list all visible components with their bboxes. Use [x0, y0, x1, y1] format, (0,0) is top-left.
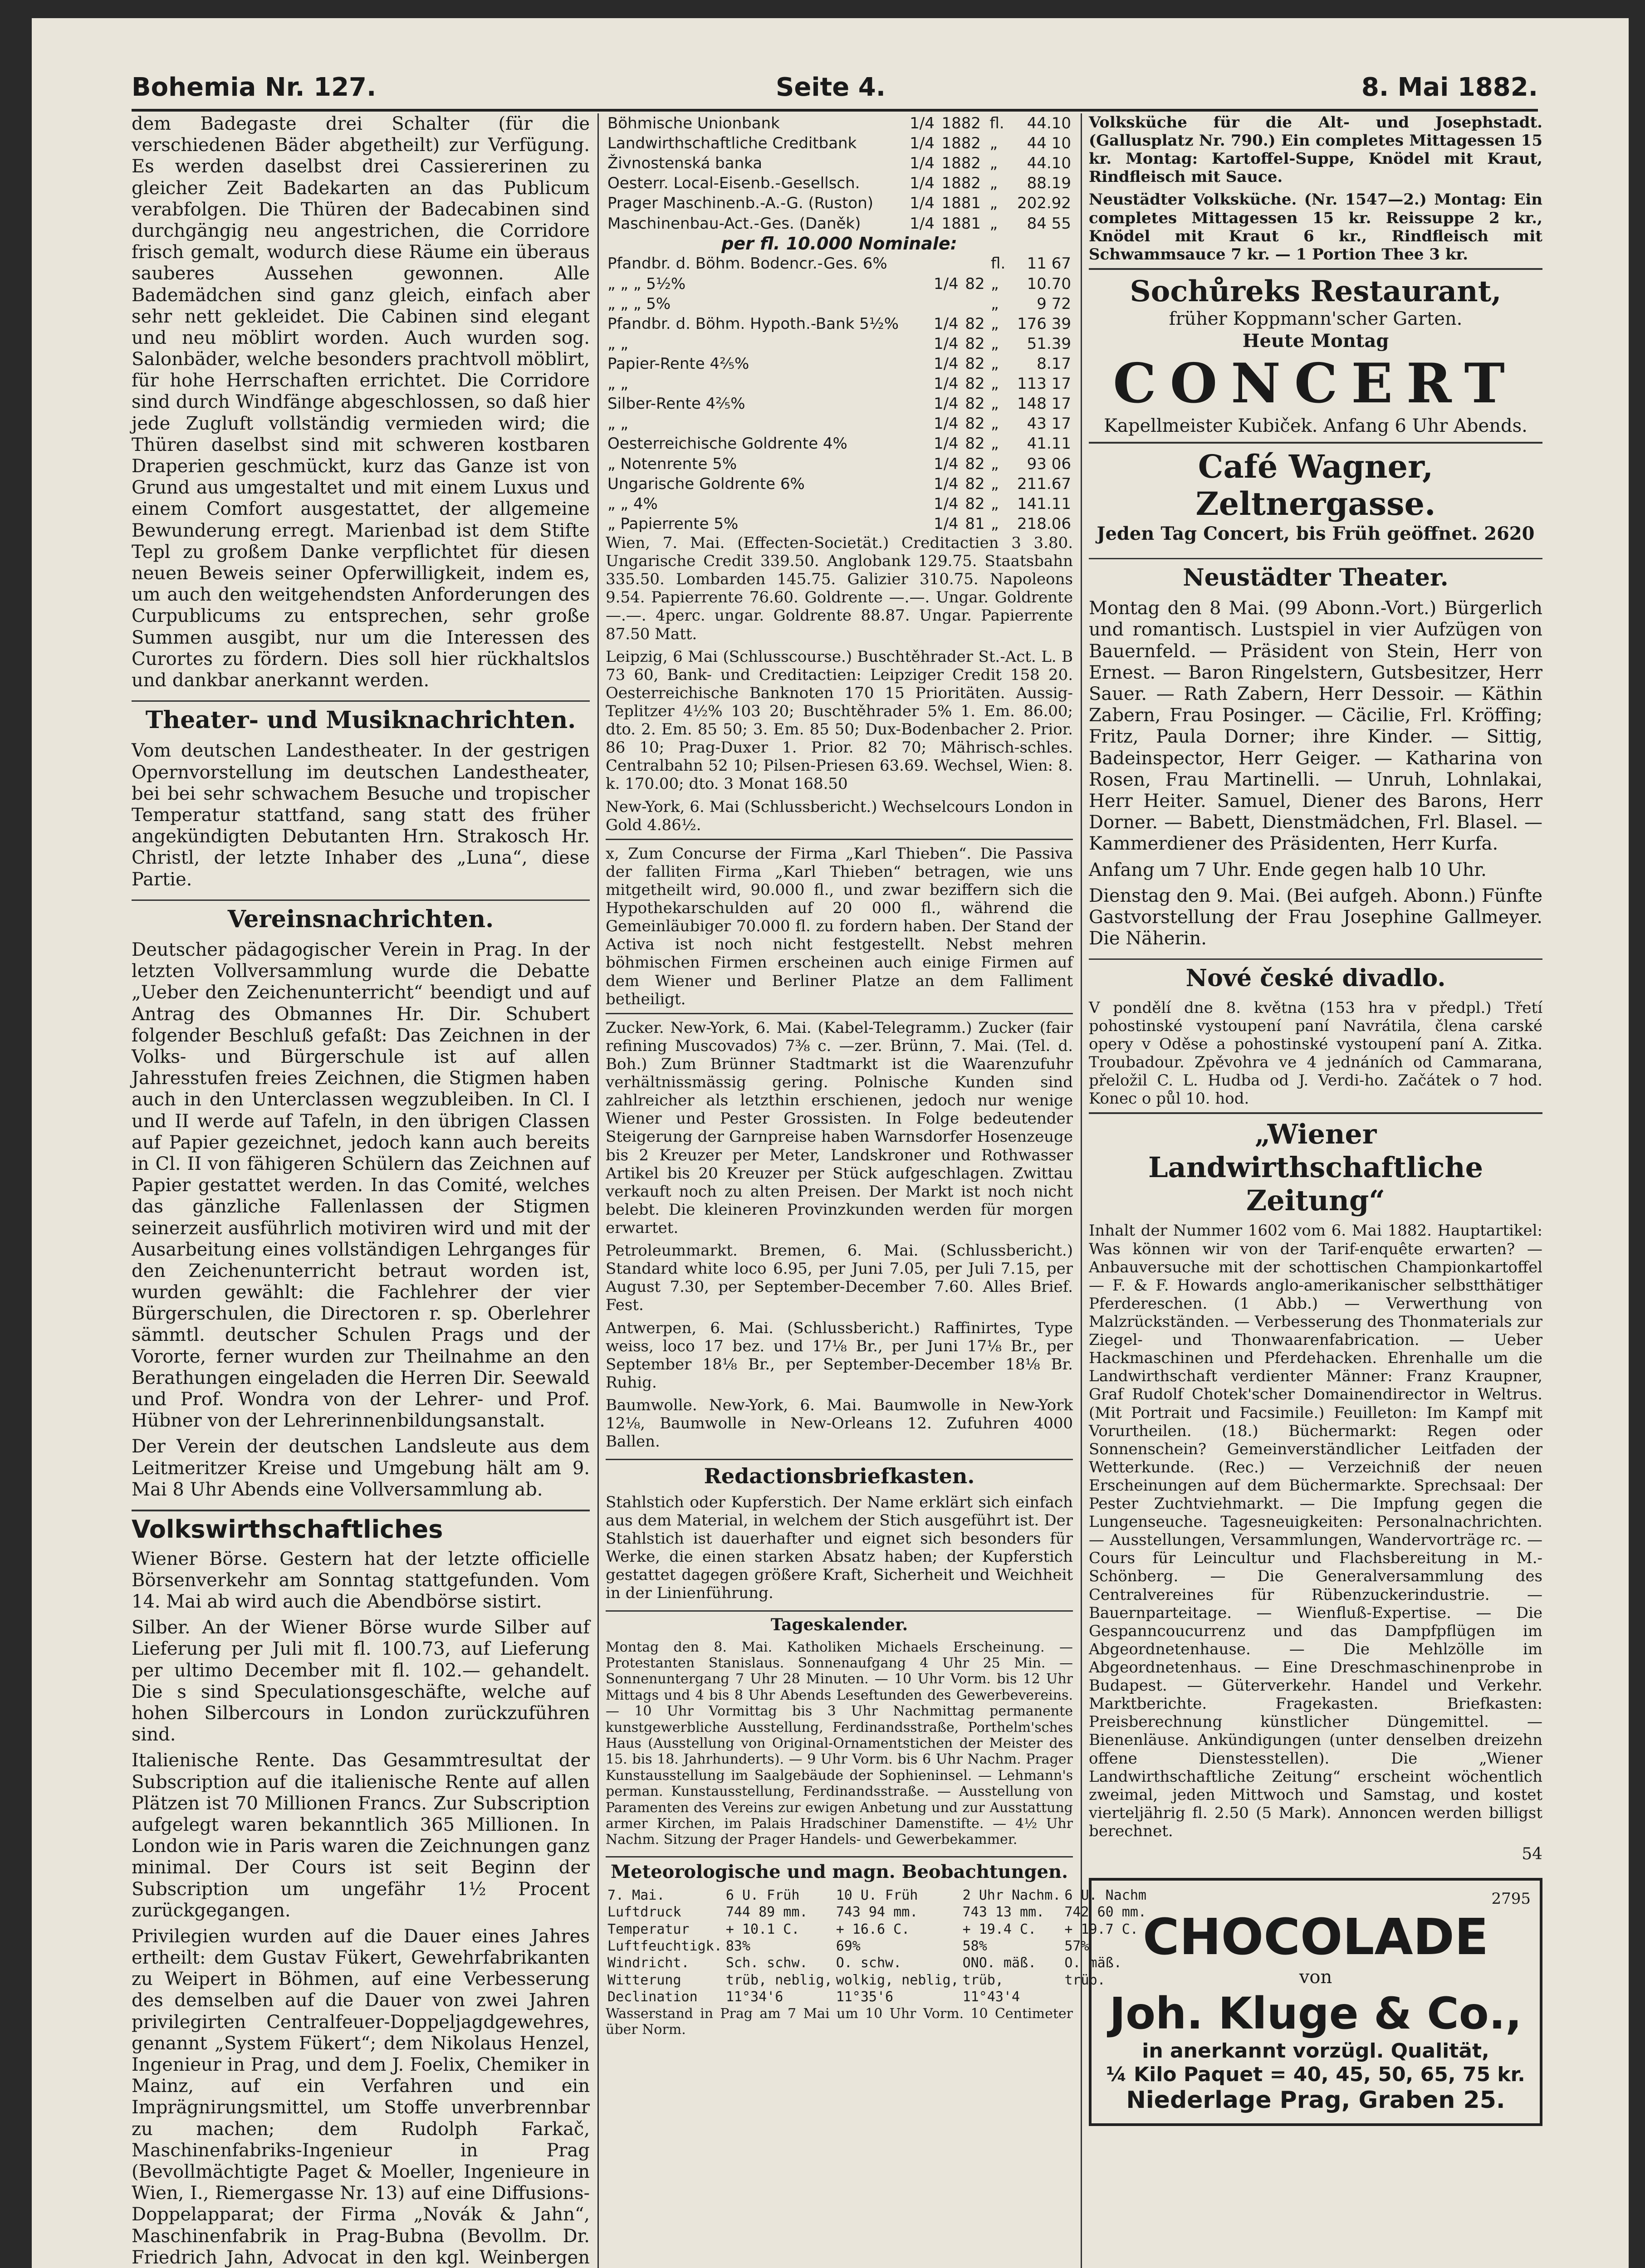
table-row — [606, 1938, 1148, 1955]
rate-year: 1882 — [941, 154, 981, 173]
table-row — [606, 113, 1073, 133]
rate-name: Prager Maschinenb.-A.-G. (Ruston) — [607, 194, 874, 213]
rate-fraction — [932, 294, 963, 314]
ad-cafe-wagner-line — [1089, 523, 1542, 544]
table-row — [606, 514, 1073, 534]
met-head: 7. Mai. — [607, 1887, 665, 1903]
rate-fraction: 1/4 — [933, 274, 959, 293]
rate-name: „ Papierrente 5% — [607, 514, 739, 533]
article-anfang: Anfang um 7 Uhr. Ende gegen halb 10 Uhr. — [1089, 859, 1487, 880]
table-row — [606, 314, 1073, 334]
rate-currency: „ — [991, 455, 999, 473]
rate-value: 43 17 — [1027, 415, 1071, 433]
rate-currency: „ — [991, 294, 999, 313]
table-row — [606, 394, 1073, 414]
ad-chocolade-price: ¼ Kilo Paquet = 40, 45, 50, 65, 75 kr. — [1106, 2063, 1525, 2086]
rate-fraction: 1/4 — [933, 334, 959, 353]
rate-name: „ „ — [607, 334, 629, 353]
met-head: 6 U. Nachm — [1064, 1887, 1146, 1903]
rate-fraction: 1/4 — [933, 375, 959, 393]
rate-name: Pfandbr. d. Böhm. Hypoth.-Bank 5½% — [607, 314, 899, 333]
masthead-right: 8. Mai 1882. — [1361, 73, 1538, 102]
rate-currency: „ — [989, 134, 998, 153]
table-row — [606, 193, 1073, 213]
met-cell: 69% — [836, 1938, 861, 1955]
rate-currency: „ — [989, 194, 998, 213]
article-rente: Italienische Rente. Das Gesammtresultat der Subscription auf die italienische Rente auf allen Plätzen ist 70 Millionen Francs. Zur Subscription aufgelegt waren bekanntlich 365 Millionen. In London wie in Paris waren die Zeichnungen ganz minimal. Der Cours ist seit Beginn der Subscription um ungefähr 1½ Procent zurückgegangen. — [132, 1750, 590, 1921]
table-row — [606, 1972, 1148, 1989]
met-cell: 83% — [725, 1938, 751, 1955]
rate-year: 82 — [965, 314, 985, 333]
rate-currency: „ — [991, 375, 999, 393]
met-cell: + 19.4 C. — [962, 1921, 1037, 1937]
ad-chocolade-von: von — [1299, 1966, 1332, 1988]
rate-name: Landwirthschaftliche Creditbank — [607, 134, 857, 153]
article-boerse: Wiener Börse. Gestern hat der letzte officielle Börsenverkehr am Sonntag stattgefunden. Vom 14. Mai ab wird auch die Abendbörse sistirt. — [132, 1548, 590, 1613]
met-cell: + 10.1 C. — [725, 1921, 800, 1937]
rate-fraction: 1/4 — [933, 314, 959, 333]
met-cell: 744 89 mm. — [725, 1904, 808, 1921]
met-cell: + 16.6 C. — [836, 1921, 910, 1937]
met-cell: 57% — [1064, 1938, 1089, 1955]
ad-chocolade — [1089, 1878, 1542, 2126]
article-antwerpen: Antwerpen, 6. Mai. (Schlussbericht.) Raffinirtes, Type weiss, loco 17 bez. und 17⅛ Br., per Juni 17⅛ Br., per September 18⅛ Br., per September-December 18⅛ Br. Ruhig. — [606, 1319, 1073, 1392]
rate-name: „ „ „ 5½% — [607, 274, 686, 293]
table-row — [606, 494, 1073, 514]
rate-currency: „ — [991, 355, 999, 373]
rate-fraction: 1/4 — [933, 514, 959, 533]
rate-year: 82 — [965, 355, 985, 373]
rate-value: 51.39 — [1027, 334, 1071, 353]
rate-value: 93 06 — [1027, 455, 1071, 473]
met-cell: 11°34'6 — [725, 1989, 783, 2005]
met-head: 6 U. Früh — [725, 1887, 800, 1903]
article-wien: Wien, 7. Mai. (Effecten-Societät.) Creditactien 3 3.80. Ungarische Credit 339.50. Anglobank 129.75. Staatsbahn 335.50. Lombarden 145.75. Galizier 310.75. Napoleons 9.54. Papierrente 76.60. Goldrente —.—. Ungar. Goldrente —.—. 4perc. ungar. Goldrente 88.87. Ungar. Papierrente 87.50 Matt. — [606, 534, 1073, 643]
rate-value: 218.06 — [1017, 514, 1071, 533]
table-row — [606, 354, 1073, 374]
rate-currency: fl. — [991, 254, 1006, 273]
table-row — [606, 474, 1073, 494]
rate-name: „ „ „ 5% — [607, 294, 671, 313]
lz-number: 54 — [1522, 1845, 1542, 1864]
newspaper-page — [32, 18, 1629, 2268]
heading-theater: Theater- und Musiknachrichten. — [132, 700, 590, 734]
met-cell: Temperatur — [607, 1921, 690, 1937]
masthead-center: Seite 4. — [776, 73, 886, 102]
rate-name: Maschinenbau-Act.-Ges. (Daněk) — [607, 214, 861, 233]
rate-value: 44 10 — [1027, 134, 1071, 153]
rate-value: 148 17 — [1017, 395, 1071, 413]
table-row — [606, 374, 1073, 394]
met-cell: Luftfeuchtigk. — [607, 1938, 722, 1955]
ad-lz-title-1: „Wiener — [1254, 1119, 1377, 1151]
article-leipzig: Leipzig, 6 Mai (Schlusscourse.) Buschtěhrader St.-Act. L. B 73 60, Bank- und Creditactien: Leipziger Credit 158 20. Oesterreichische Banknoten 170 15 Prioritäten. Aussig-Teplitzer 4½% 103 20; Buschtěhrader 5% 1. Em. 86.00; dto. 2. Em. 85 50; 3. Em. 85 50; Dux-Bodenbacher 2. Prior. 86 10; Prag-Duxer 1. Prior. 82 70; Mährisch-schles. Centralbahn 52 10; Pilsen-Priesen 63.69. Wechsel, Wien: 8. k. 170.00; dto. 3 Monat 168.50 — [606, 647, 1073, 793]
rate-currency: „ — [991, 395, 999, 413]
rate-year: 82 — [965, 435, 985, 453]
table-row — [606, 294, 1073, 314]
rate-year: 1882 — [941, 134, 981, 153]
rate-name: Silber-Rente 4⅖% — [607, 395, 745, 413]
met-cell: trüb. — [1064, 1972, 1106, 1988]
rate-value: 176 39 — [1017, 314, 1071, 333]
article-redaction: Stahlstich oder Kupferstich. Der Name erklärt sich einfach aus dem Material, in welchem der Stich ausgeführt ist. Der Stahlstich ist dauerhafter und eignet sich besonders für Werke, die einen starken Absatz haben; der Kupferstich gestattet dagegen größere Kraft, Sicherheit und Weichheit in der Linienführung. — [606, 1493, 1073, 1603]
met-cell: trüb, neblig, — [725, 1972, 832, 1988]
rate-fraction: 1/4 — [910, 194, 935, 213]
rate-year: 81 — [965, 514, 985, 533]
ad-lz-title-2: Landwirthschaftliche Zeitung“ — [1148, 1151, 1483, 1217]
table-row — [606, 214, 1073, 234]
rate-currency: „ — [991, 314, 999, 333]
rate-value: 11 67 — [1027, 254, 1071, 273]
rate-fraction: 1/4 — [933, 415, 959, 433]
rate-currency: „ — [989, 174, 998, 193]
rate-name: „ „ — [607, 415, 629, 433]
met-cell: O. mäß. — [1064, 1955, 1122, 1971]
rate-fraction: 1/4 — [933, 395, 959, 413]
rate-year: 82 — [965, 455, 985, 473]
rate-year: 82 — [965, 334, 985, 353]
met-head: 10 U. Früh — [836, 1887, 918, 1903]
rate-name: Böhmische Unionbank — [607, 114, 780, 132]
article-petroleum: Petroleummarkt. Bremen, 6. Mai. (Schlussbericht.) Standard white loco 6.95, per Juni 7.05, per Juli 7.15, per August 7.30, per September-December 7.60. Alles Brief. Fest. — [606, 1242, 1073, 1315]
rate-year: 1881 — [941, 214, 981, 233]
met-cell: Luftdruck — [607, 1904, 681, 1921]
rate-fraction: 1/4 — [933, 494, 959, 513]
rate-value: 9 72 — [1037, 294, 1071, 313]
ad-cafe-wagner-text: Jeden Tag Concert, bis Früh geöffnet. — [1097, 523, 1478, 544]
rate-currency: fl. — [989, 114, 1004, 132]
rate-value: 113 17 — [1017, 375, 1071, 393]
table-row — [606, 254, 1073, 274]
rate-currency: „ — [989, 154, 998, 173]
article-marienbad: dem Badegaste drei Schalter (für die verschiedenen Bäder abgetheilt) zur Verfügung. Es werden daselbst drei Cassiererinen zu gleicher Zeit Badekarten an das Publicum verabfolgen. Die Thüren der Badecabinen sind durchgängig neu angestrichen, die Corridore frisch gemalt, wodurch diese Räume ein überaus sauberes Aussehen gewonnen. Alle Bademädchen sind ganz gleich, einfach aber sehr nett gekleidet. Die Cabinen sind elegant und neu möblirt worden. Auch wurden sog. Salonbäder, welche besonders prachtvoll möblirt, für hohe Herrschaften errichtet. Die Corridore sind durch Windfänge abgeschlossen, so daß hier jede Zugluft vollständig vermieden wird; die Thüren daselbst sind mit schweren kostbaren Draperien geschmückt, kurz das Ganze ist von Grund aus umgestaltet und mit einem Luxus und einem Comfort ausgestattet, der allgemeine Bewunderung erregt. Marienbad ist dem Stifte Tepl zu großem Danke verpflichtet für diesen neuen Beweis seiner Opferwilligkeit, indem es, um auch den weitgehendsten Anforderungen des Curpublicums zu entsprechen, sehr große Summen ausgibt, nur um die Interessen des Curortes zu fördern. Dies soll hier rückhaltslos und dankbar anerkannt werden. — [132, 113, 590, 691]
met-cell: 743 94 mm. — [836, 1904, 918, 1921]
met-cell: 11°35'6 — [836, 1989, 894, 2005]
article-neustaedter-theater: Montag den 8 Mai. (99 Abonn.-Vort.) Bürgerlich und romantisch. Lustspiel in vier Aufzügen von Bauernfeld. — Präsident von Stein, Herr von Ernest. — Baron Ringelstern, Gutsbesitzer, Herr Sauer. — Rath Zabern, Herr Dessoir. — Käthin Zabern, Frau Posinger. — Cäcilie, Frl. Kröffing; Fritz, Paula Dorner; ihre Kinder. — Sittig, Badeinspector, Herr Geiger. — Katharina von Rosen, Frau Martinelli. — Unruh, Lohnlakai, Herr Heiter. Samuel, Diener des Barons, Herr Dorner. — Babett, Dienstmädchen, Frl. Blasel. — Kammerdiener des Präsidenten, Herr Kurfa. — [1089, 598, 1542, 855]
met-cell: Sch. schw. — [725, 1955, 808, 1971]
ad-cafe-wagner — [1089, 442, 1542, 549]
rate-name: Pfandbr. d. Böhm. Bodencr.-Ges. 6% — [607, 254, 887, 273]
rate-value: 44.10 — [1027, 114, 1071, 132]
rate-year: 82 — [965, 415, 985, 433]
rate-name: Ungarische Goldrente 6% — [607, 474, 805, 493]
table-row — [606, 1904, 1148, 1921]
heading-neustaedter-theater: Neustädter Theater. — [1089, 558, 1542, 591]
table-row — [606, 1921, 1148, 1938]
table-row — [606, 133, 1073, 153]
table-row — [606, 454, 1073, 474]
rate-value: 211.67 — [1017, 474, 1071, 493]
rate-fraction: 1/4 — [910, 214, 935, 233]
article-lz-inhalt: Inhalt der Nummer 1602 vom 6. Mai 1882. Hauptartikel: Was können wir von der Tarif-enquête erwarten? — Anbauversuche mit der schottischen Championkartoffel — F. & F. Howards anglo-amerikanischer selbstthätiger Pferdereschen. (1 Abb.) — Verwerthung von Malzrückständen. — Verbesserung des Thonmaterials zur Ziegel- und Thonwaarenfabrication. — Ueber Hackmaschinen und Pferdehacken. Ehrenhalle um die Landwirthschaft verdienter Männer: Franz Kraupner, Graf Rudolf Chotek'scher Domainendirector in Weltrus. (Mit Portrait und Facsimile.) Feuilleton: Im Kampf mit Vorurtheilen. (18.) Büchermarkt: Regen oder Sonnenschein? Gemeinverständlicher Leitfaden der Wetterkunde. (Rec.) — Verzeichniß der neuen Erscheinungen auf dem Büchermarkte. Sprechsaal: Der Pester Zuchtviehmarkt. — Die Impfung gegen die Lungenseuche. Tagesneuigkeiten: Personalnachrichten. — Ausstellungen, Versammlungen, Wandervorträge rc. — Cours für Leincultur und Flachsbereitung in M.-Schönberg. — Die Generalversammlung des Centralvereines für Rübenzuckerindustrie. — Bauernparteitage. — Wienfluß-Expertise. — Die Gespanncoucurrenz und das Dampfpflügen im Abgeordnetenhause. — Die Mehlzölle im Abgeordnetenhaus. — Eine Dreschmaschinenprobe in Budapest. — Güterverkehr. Handel und Verkehr. Marktberichte. Fragekasten. Briefkasten: Preisberechnung künstlicher Düngemittel. — Bienenläuse. Ankündigungen (unter denselben dreizehn offene Dienstesstellen). Die „Wiener Landwirthschaftliche Zeitung“ erscheint wöchentlich zweimal, jeden Mittwoch und Samstag, und kostet vierteljährig fl. 2.50 (5 Mark). Annoncen werden billigst berechnet. — [1089, 1222, 1542, 1841]
rate-value: 84 55 — [1027, 214, 1071, 233]
ad-cafe-wagner-num: 2620 — [1484, 523, 1535, 544]
article-verein-2: Der Verein der deutschen Landsleute aus dem Leitmeritzer Kreise und Umgebung hält am 9. Mai 8 Uhr Abends eine Vollversammlung ab. — [132, 1436, 590, 1500]
ad-chocolade-address: Niederlage Prag, Graben 25. — [1126, 2086, 1505, 2114]
met-cell: wolkig, neblig, — [836, 1972, 959, 1988]
table-row — [606, 274, 1073, 294]
rate-value: 202.92 — [1017, 194, 1071, 213]
heading-redaction: Redactionsbriefkasten. — [606, 1459, 1073, 1488]
notice-neustaedter-volkskueche: Neustädter Volksküche. (Nr. 1547—2.) Montag: Ein completes Mittagessen 15 kr. Reissuppe 2 kr., Knödel mit Kraut 6 kr., Rindfleisch mit Schwammsauce 7 kr. — 1 Portion Thee 3 kr. — [1089, 191, 1542, 264]
rate-fraction — [932, 254, 963, 274]
rate-fraction: 1/4 — [910, 174, 935, 193]
column-1 — [132, 113, 590, 2268]
rate-name: „ Notenrente 5% — [607, 455, 737, 473]
rate-fraction: 1/4 — [933, 455, 959, 473]
rate-name: Oesterreichische Goldrente 4% — [607, 435, 847, 453]
masthead — [132, 45, 1538, 112]
table-row — [606, 414, 1073, 434]
article-verein-1: Deutscher pädagogischer Verein in Prag. In der letzten Vollversammlung wurde die Debatte „Ueber den Zeichenunterricht“ beendigt und auf Antrag des Obmannes Hr. Dir. Schubert folgender Beschluß gefaßt: Das Zeichnen in der Volks- und Bürgerschule ist auf allen Jahresstufen freies Zeichnen, die Stigmen haben auch in den Unterclassen wegzubleiben. In Cl. I und II werde auf Tafeln, in den übrigen Classen auf Papier gezeichnet, jedoch kann auch bereits in Cl. II von fähigeren Schülern das Zeichnen auf Papier gestattet werden. In das Comité, welches das gänzliche Fallenlassen der Stigmen seinerzeit ausführlich motiviren wird und mit der Ausarbeitung eines vollständigen Lehrganges für den Zeichenunterricht betraut worden ist, wurden gewählt: die Fachlehrer der vier Bürgerschulen, die Directoren r. sp. Oberlehrer sämmtl. deutscher Schulen Prags und der Vororte, ferner wurden zur Theilnahme an den Berathungen eingeladen die Herren Dir. Seewald und Prof. Wondra von der Lehrer- und Prof. Hübner von der Lehrerinnenbildungsanstalt. — [132, 939, 590, 1432]
rate-year — [963, 254, 989, 274]
article-baumwolle: Baumwolle. New-York, 6. Mai. Baumwolle in New-York 12⅛, Baumwolle in New-Orleans 12. Zufuhren 4000 Ballen. — [606, 1396, 1073, 1451]
rate-value: 8.17 — [1037, 355, 1071, 373]
rate-currency: „ — [991, 274, 999, 293]
column-rule-1 — [597, 113, 599, 2268]
rates-table-2 — [606, 254, 1073, 534]
rate-currency: „ — [989, 214, 998, 233]
column-3 — [1089, 113, 1542, 2268]
rate-name: Oesterr. Local-Eisenb.-Gesellsch. — [607, 174, 860, 193]
ad-sochurek-sub: früher Koppmann'scher Garten. — [1169, 308, 1463, 330]
rate-year: 1881 — [941, 194, 981, 213]
table-row — [606, 153, 1073, 173]
table-row — [606, 173, 1073, 193]
rate-currency: „ — [991, 415, 999, 433]
rate-currency: „ — [991, 334, 999, 353]
met-head: 2 Uhr Nachm. — [962, 1887, 1061, 1903]
rate-currency: „ — [991, 494, 999, 513]
rate-currency: „ — [991, 435, 999, 453]
rate-value: 88.19 — [1027, 174, 1071, 193]
article-silber: Silber. An der Wiener Börse wurde Silber auf Lieferung per Juli mit fl. 100.73, auf Lieferung per ultimo December mit fl. 102.— gehandelt. Die s sind Speculationsgeschäfte, welche auf hohen Silbercours in London zurückzuführen sind. — [132, 1617, 590, 1745]
rate-year — [963, 294, 989, 314]
article-privilegien: Privilegien wurden auf die Dauer eines Jahres ertheilt: dem Gustav Fükert, Gewehrfabrikanten zu Weipert in Böhmen, auf eine Verbesserung des demselben auf die Dauer von zwei Jahren privilegirten Centralfeuer-Doppeljagdgewehres, genannt „System Fükert“; dem Nikolaus Henzel, Ingenieur in Prag, und dem J. Foelix, Chemiker in Mainz, auf ein Verfahren und ein Imprägnirungsmittel, um Stoffe unverbrennbar zu machen; dem Rudolph Farkač, Maschinenfabriks-Ingenieur in Prag (Bevollmächtigte Paget & Moeller, Ingenieure in Wien, I., Riemergasse Nr. 13) auf eine Diffusions-Doppelapparat; der Firma „Novák & Jahn“, Maschinenfabrik in Prag-Bubna (Bevollm. Dr. Friedrich Jahn, Advocat in den kgl. Weinbergen — [132, 1926, 590, 2268]
table-row — [606, 1955, 1148, 1971]
met-cell: 743 13 mm. — [962, 1904, 1045, 1921]
table-row — [606, 1887, 1148, 1904]
ad-chocolade-firm: Joh. Kluge & Co., — [1109, 1988, 1522, 2039]
rate-year: 82 — [965, 375, 985, 393]
rate-value: 141.11 — [1017, 494, 1071, 513]
met-cell: + 19.7 C. — [1064, 1921, 1138, 1937]
rate-name: „ „ — [607, 375, 629, 393]
article-tageskalender: Montag den 8. Mai. Katholiken Michaels Erscheinung. — Protestanten Stanislaus. Sonnenaufgang 4 Uhr 25 Min. — Sonnenuntergang 7 Uhr 28 Minuten. — 10 Uhr Vorm. bis 12 Uhr Mittags und 4 bis 8 Uhr Abends Leseftunden des Gewerbevereins. — 10 Uhr Vormittag bis 3 Uhr Nachmittag permanente kunstgewerbliche Ausstellung, Ferdinandsstraße, Porthelm'sches Haus (Ausstellung von Original-Ornamentstichen der Meister des 15. bis 18. Jahrhunderts). — 9 Uhr Vorm. bis 6 Uhr Nachm. Prager Kunstausstellung im Saalgebäude der Sophieninsel. — Lehmann's perman. Kunstausstellung, Ferdinandsstraße. — Ausstellung von Paramenten des Vereins zur ewigen Anbetung und zur Ausstattung armer Kirchen, im Palais Hradschiner Damenstifte. — 4½ Uhr Nachm. Sitzung der Prager Handels- und Gewerbekammer. — [606, 1639, 1073, 1848]
met-cell: 11°43'4 — [962, 1989, 1020, 2005]
met-cell: trüb, — [962, 1972, 1004, 1988]
table-row — [606, 434, 1073, 454]
heading-volkswirthschaft: Volkswirthschaftliches — [132, 1510, 590, 1544]
rate-year: 82 — [965, 395, 985, 413]
rate-year: 82 — [965, 474, 985, 493]
met-cell: Witterung — [607, 1972, 681, 1988]
heading-meteo: Meteorologische und magn. Beobachtungen. — [606, 1856, 1073, 1882]
rate-year: 1882 — [941, 114, 981, 132]
rate-currency: „ — [991, 514, 999, 533]
ad-chocolade-title: CHOCOLADE — [1142, 1907, 1489, 1966]
ad-sochurek-title: Sochůreks Restaurant, — [1130, 274, 1502, 308]
article-wasserstand: Wasserstand in Prag am 7 Mai um 10 Uhr Vorm. 10 Centimeter über Norm. — [606, 2005, 1073, 2038]
rate-year: 1882 — [941, 174, 981, 193]
met-cell: O. schw. — [836, 1955, 902, 1971]
notice-volkskueche: Volksküche für die Alt- und Josephstadt. (Gallusplatz Nr. 790.) Ein completes Mittagessen 15 kr. Montag: Kartoffel-Suppe, Knödel mit Kraut, Rindfleisch mit Sauce. — [1089, 113, 1542, 186]
met-cell: 58% — [962, 1938, 987, 1955]
ad-landwirthschaftliche-zeitung — [1089, 1112, 1542, 1222]
rate-name: Papier-Rente 4⅖% — [607, 355, 749, 373]
table-row — [606, 1989, 1148, 2005]
rate-fraction: 1/4 — [933, 435, 959, 453]
rates-table-1 — [606, 113, 1073, 234]
rate-fraction: 1/4 — [910, 154, 935, 173]
table-row — [606, 334, 1073, 354]
article-newyork: New-York, 6. Mai (Schlussbericht.) Wechselcours London in Gold 4.86½. — [606, 797, 1073, 834]
rate-fraction: 1/4 — [910, 134, 935, 153]
rate-value: 44.10 — [1027, 154, 1071, 173]
rate-currency: „ — [991, 474, 999, 493]
heading-tageskalender: Tageskalender. — [606, 1610, 1073, 1634]
rate-year: 82 — [965, 274, 985, 293]
rate-fraction: 1/4 — [933, 474, 959, 493]
article-dienstag: Dienstag den 9. Mai. (Bei aufgeh. Abonn.) Fünfte Gastvorstellung der Frau Josephine Gallmeyer. Die Näherin. — [1089, 885, 1542, 949]
ad-sochurek — [1089, 268, 1542, 442]
ad-chocolade-quality: in anerkannt vorzügl. Qualität, — [1142, 2039, 1489, 2063]
met-cell: Declination — [607, 1989, 698, 2005]
met-cell: Windricht. — [607, 1955, 690, 1971]
ad-chocolade-num: 2795 — [1491, 1889, 1531, 1908]
rate-fraction: 1/4 — [910, 114, 935, 132]
ad-sochurek-line: Kapellmeister Kubiček. Anfang 6 Uhr Abends. — [1104, 415, 1528, 437]
article-zucker: Zucker. New-York, 6. Mai. (Kabel-Telegramm.) Zucker (fair refining Muscovados) 7⅜ c. —zer. Brünn, 7. Mai. (Tel. d. Boh.) Zum Brünner Stadtmarkt ist die Waarenzufuhr verhältnissmässig gering. Polnische Kunden sind zahlreicher als letzthin erschienen, jedoch nur wenige Wiener und Pester Grossisten. In Folge bedeutender Steigerung der Garnpreise haben Warnsdorfer Hosenzeuge bis 2 Kreuzer per Meter, Landskroner und Rothwasser Artikel bis 20 Kreuzer per Stück aufgeschlagen. Zwittau verkauft noch zu alten Preisen. Der Markt ist noch nicht belebt. Die kleineren Provinzkunden werden für morgen erwartet. — [606, 1013, 1073, 1237]
rate-name: „ „ 4% — [607, 494, 658, 513]
heading-verein: Vereinsnachrichten. — [132, 899, 590, 933]
rate-year: 82 — [965, 494, 985, 513]
meteo-table — [606, 1887, 1148, 2006]
article-nove-divadlo: V pondělí dne 8. května (153 hra v předpl.) Třetí pohostinské vystoupení paní Navrátila, člena carské opery v Oděse a pohostinské vystoupení paní A. Zitka. Troubadour. Zpěvohra ve 4 jednáních od Cammarana, přeložil C. L. Hudba od J. Verdi-ho. Začátek o 7 hod. Konec o půl 10. hod. — [1089, 998, 1542, 1108]
article-theater: Vom deutschen Landestheater. In der gestrigen Opernvorstellung im deutschen Landestheater, bei bei sehr schwachem Besuche und tropischer Temperatur stattfand, sang statt des früher angekündigten Debutanten Hrn. Strakosch Hr. Christl, der letzte Inhaber des „Luna“, diese Partie. — [132, 740, 590, 890]
ad-cafe-wagner-title: Café Wagner, Zeltnergasse. — [1195, 447, 1436, 523]
ad-sochurek-today: Heute Montag — [1242, 330, 1389, 352]
rates-subheading: per fl. 10.000 Nominale: — [721, 233, 957, 254]
rate-name: Živnostenská banka — [607, 154, 763, 173]
masthead-left: Bohemia Nr. 127. — [132, 73, 377, 102]
heading-nove-divadlo: Nové české divadlo. — [1089, 958, 1542, 992]
rate-fraction: 1/4 — [933, 355, 959, 373]
met-cell: 742 60 mm. — [1064, 1904, 1146, 1921]
rate-value: 41.11 — [1027, 435, 1071, 453]
article-concurs: x, Zum Concurse der Firma „Karl Thieben“. Die Passiva der falliten Firma „Karl Thieben“ betragen, wie uns mitgetheilt wird, 90.000 fl., und zwar beziffern sich die Hypothekarschulden auf 20 000 fl., während die Gemeinläubiger 70.000 fl. zu fordern haben. Der Stand der Activa ist noch nicht festgestellt. Nebst mehren böhmischen Firmen erscheinen auch einige Firmen auf dem Wiener und Berliner Platze an dem Falliment betheiligt. — [606, 839, 1073, 1008]
ad-sochurek-concert: CONCERT — [1113, 351, 1518, 415]
column-2 — [606, 113, 1146, 2268]
rate-value: 10.70 — [1027, 274, 1071, 293]
met-cell: ONO. mäß. — [962, 1955, 1037, 1971]
